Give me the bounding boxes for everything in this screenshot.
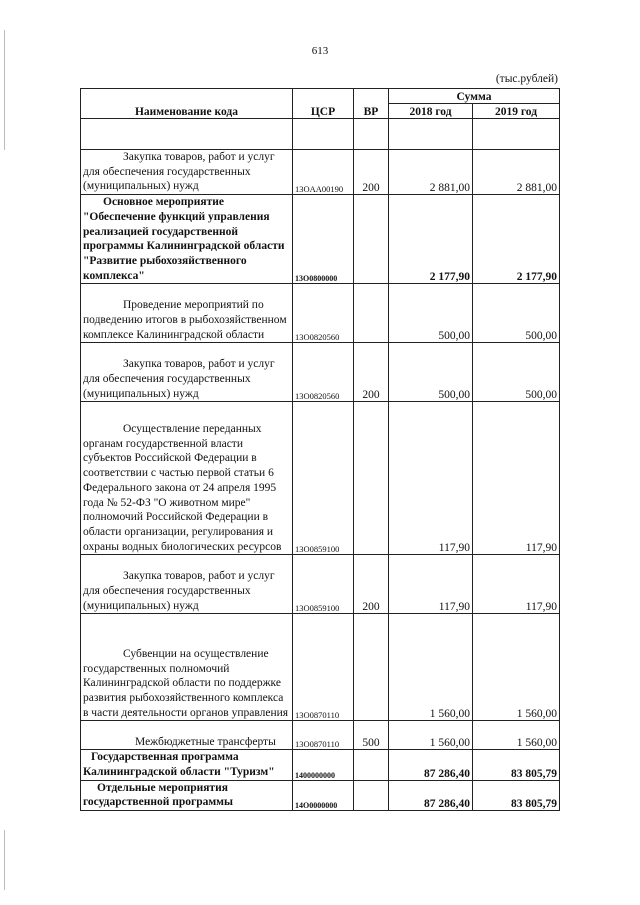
sum-2018-cell: 2 881,00 <box>389 150 473 195</box>
sum-2019-cell: 1 560,00 <box>473 721 560 750</box>
sum-2018-cell: 87 286,40 <box>389 750 473 780</box>
vr-cell <box>354 780 389 810</box>
sum-2019-cell: 2 177,90 <box>473 195 560 284</box>
csr-cell: 13O0820560 <box>293 284 354 343</box>
sum-2018-cell: 87 286,40 <box>389 780 473 810</box>
vr-cell <box>354 284 389 343</box>
name-cell: Основное мероприятие "Обеспечение функций управления реализацией государственной программы Калининградской области "Развитие рыбохозяйственного комплекса" <box>81 195 293 284</box>
table-row <box>81 555 560 614</box>
sum-2018-cell: 500,00 <box>389 343 473 402</box>
header-sum: Сумма <box>389 89 560 104</box>
header-vr: ВР <box>354 89 389 119</box>
header-name: Наименование кода <box>81 89 293 119</box>
sum-2018-cell: 1 560,00 <box>389 721 473 750</box>
sum-2018-cell: 117,90 <box>389 555 473 614</box>
csr-cell: 13O0859100 <box>293 555 354 614</box>
budget-table <box>80 88 560 811</box>
name-cell: Закупка товаров, работ и услуг для обеспечения государственных (муниципальных) нужд <box>81 343 293 402</box>
csr-cell: 1400000000 <box>293 750 354 780</box>
table-row <box>81 284 560 343</box>
sum-2019-cell: 2 881,00 <box>473 150 560 195</box>
table-row <box>81 119 560 150</box>
table-row <box>81 780 560 810</box>
table-row <box>81 150 560 195</box>
sum-2018-cell: 500,00 <box>389 284 473 343</box>
name-cell: Отдельные мероприятия государственной программы <box>81 780 293 810</box>
name-cell: Закупка товаров, работ и услуг для обеспечения государственных (муниципальных) нужд <box>81 150 293 195</box>
sum-2019-cell: 1 560,00 <box>473 614 560 721</box>
name-cell: Субвенции на осуществление государственных полномочий Калининградской области по поддержке развития рыбохозяйственного комплекса в части деятельности органов управления <box>81 614 293 721</box>
table-row <box>81 343 560 402</box>
vr-cell: 200 <box>354 555 389 614</box>
csr-cell: 13O0820560 <box>293 343 354 402</box>
sum-2018-cell: 1 560,00 <box>389 614 473 721</box>
csr-cell: 13O0870110 <box>293 721 354 750</box>
csr-cell: 13OAA00190 <box>293 150 354 195</box>
unit-note: (тыс.рублей) <box>495 73 558 85</box>
header-csr: ЦСР <box>293 89 354 119</box>
vr-cell <box>354 195 389 284</box>
csr-cell: 13O0859100 <box>293 402 354 555</box>
vr-cell: 200 <box>354 150 389 195</box>
header-2019: 2019 год <box>473 104 560 119</box>
page-number: 613 <box>311 45 329 57</box>
margin-line <box>4 830 5 890</box>
name-cell: Закупка товаров, работ и услуг для обеспечения государственных (муниципальных) нужд <box>81 555 293 614</box>
vr-cell: 200 <box>354 343 389 402</box>
sum-2019-cell: 500,00 <box>473 343 560 402</box>
name-cell: Межбюджетные трансферты <box>81 721 293 750</box>
sum-2019-cell: 83 805,79 <box>473 780 560 810</box>
name-cell: Государственная программа Калининградской области "Туризм" <box>81 750 293 780</box>
vr-cell: 500 <box>354 721 389 750</box>
csr-cell: 13O0870110 <box>293 614 354 721</box>
table-row <box>81 195 560 284</box>
sum-2019-cell: 500,00 <box>473 284 560 343</box>
sum-2019-cell: 117,90 <box>473 402 560 555</box>
csr-cell: 13O0800000 <box>293 195 354 284</box>
sum-2018-cell: 117,90 <box>389 402 473 555</box>
table-row <box>81 750 560 780</box>
table-row <box>81 614 560 721</box>
name-cell: Проведение мероприятий по подведению итогов в рыбохозяйственном комплексе Калининградской области <box>81 284 293 343</box>
sum-2019-cell: 83 805,79 <box>473 750 560 780</box>
sum-2018-cell: 2 177,90 <box>389 195 473 284</box>
name-cell <box>81 119 293 150</box>
vr-cell <box>354 750 389 780</box>
table-row <box>81 402 560 555</box>
sum-2019-cell: 117,90 <box>473 555 560 614</box>
csr-cell: 14O0000000 <box>293 780 354 810</box>
table-row <box>81 721 560 750</box>
vr-cell <box>354 402 389 555</box>
name-cell: Осуществление переданных органам государственной власти субъектов Российской Федерации в соответствии с частью первой статьи 6 Федерального закона от 24 апреля 1995 года № 52-ФЗ "О животном мире" полномочий Российской Федерации в области организации, регулирования и охраны водных биологических ресурсов <box>81 402 293 555</box>
vr-cell <box>354 614 389 721</box>
header-2018: 2018 год <box>389 104 473 119</box>
